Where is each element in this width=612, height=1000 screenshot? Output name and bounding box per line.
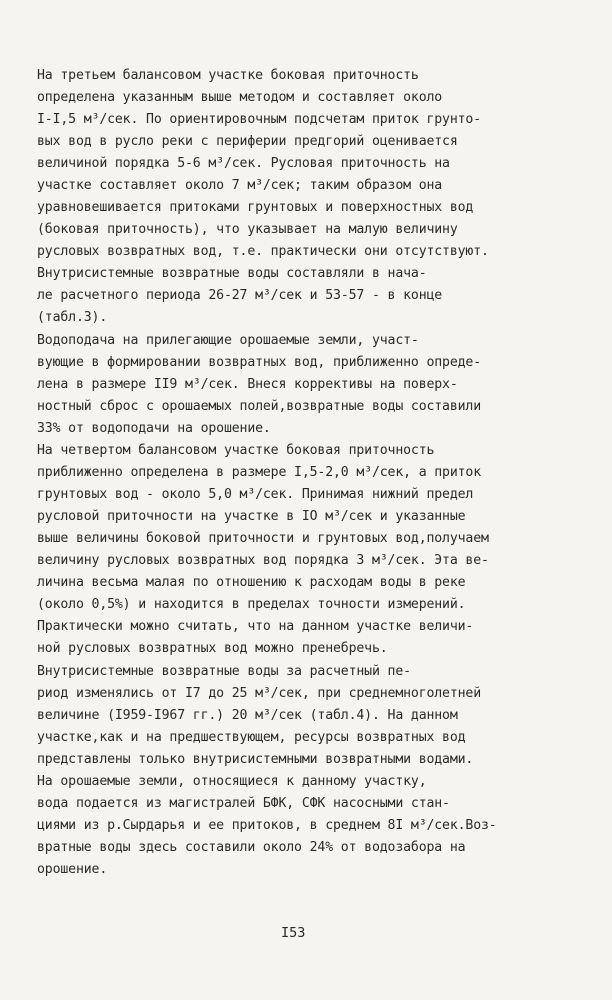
text-line: участке составляет около 7 м³/сек; таким образом она	[37, 178, 443, 193]
text-line: русловых возвратных вод, т.е. практически они отсутствуют.	[37, 244, 489, 259]
text-line: личина весьма малая по отношению к расходам воды в реке	[37, 575, 466, 590]
text-line: 33% от водоподачи на орошение.	[37, 421, 271, 436]
text-line: Внутрисистемные возвратные воды за расчетный пе-	[37, 664, 411, 679]
text-line: (около 0,5%) и находится в пределах точности измерений.	[37, 597, 466, 612]
text-line: циями из р.Сырдарья и ее притоков, в среднем 8I м³/сек.Воз-	[37, 818, 497, 833]
text-line: вующие в формировании возвратных вод, приближенно опреде-	[37, 355, 482, 370]
text-line: определена указанным выше методом и составляет около	[37, 90, 443, 105]
text-line: представлены только внутрисистемными возвратными водами.	[37, 752, 474, 767]
text-line: величиной порядка 5-6 м³/сек. Русловая приточность на	[37, 156, 450, 171]
text-line: I-I,5 м³/сек. По ориентировочным подсчетам приток грунто-	[37, 112, 482, 127]
text-line: вода подается из магистралей БФК, СФК насосными стан-	[37, 796, 450, 811]
text-line: (табл.3).	[37, 310, 108, 325]
text-line: лена в размере II9 м³/сек. Внеся коррективы на поверх-	[37, 377, 458, 392]
text-line: выше величины боковой приточности и грунтовых вод,получаем	[37, 531, 489, 546]
text-line: риод изменялись от I7 до 25 м³/сек, при среднемноголетней	[37, 686, 482, 701]
text-line: грунтовых вод - около 5,0 м³/сек. Принимая нижний предел	[37, 487, 474, 502]
text-line: (боковая приточность), что указывает на малую величину	[37, 222, 458, 237]
text-line: величине (I959-I967 гг.) 20 м³/сек (табл.4). На данном	[37, 708, 458, 723]
text-line: вых вод в русло реки с периферии предгорий оценивается	[37, 134, 458, 149]
text-line: ле расчетного периода 26-27 м³/сек и 53-57 - в конце	[37, 288, 443, 303]
page-number: I53	[281, 925, 306, 941]
text-line: ной русловых возвратных вод можно пренебречь.	[37, 641, 388, 656]
text-line: ностный сброс с орошаемых полей,возвратные воды составили	[37, 399, 482, 414]
text-line: Внутрисистемные возвратные воды составляли в нача-	[37, 266, 427, 281]
text-line: уравновешивается притоками грунтовых и поверхностных вод	[37, 200, 474, 215]
text-line: На третьем балансовом участке боковая приточность	[37, 68, 419, 83]
text-line: величину русловых возвратных вод порядка 3 м³/сек. Эта ве-	[37, 553, 489, 568]
text-line: приближенно определена в размере I,5-2,0 м³/сек, а приток	[37, 465, 482, 480]
text-line: На четвертом балансовом участке боковая приточность	[37, 443, 435, 458]
text-line: Водоподача на прилегающие орошаемые земли, участ-	[37, 333, 419, 348]
text-line: русловой приточности на участке в IO м³/сек и указанные	[37, 509, 466, 524]
text-line: орошение.	[37, 862, 108, 877]
text-line: участке,как и на предшествующем, ресурсы возвратных вод	[37, 730, 466, 745]
text-line: На орошаемые земли, относящиеся к данному участку,	[37, 774, 427, 789]
text-line: вратные воды здесь составили около 24% от водозабора на	[37, 840, 466, 855]
text-line: Практически можно считать, что на данном участке величи-	[37, 619, 474, 634]
